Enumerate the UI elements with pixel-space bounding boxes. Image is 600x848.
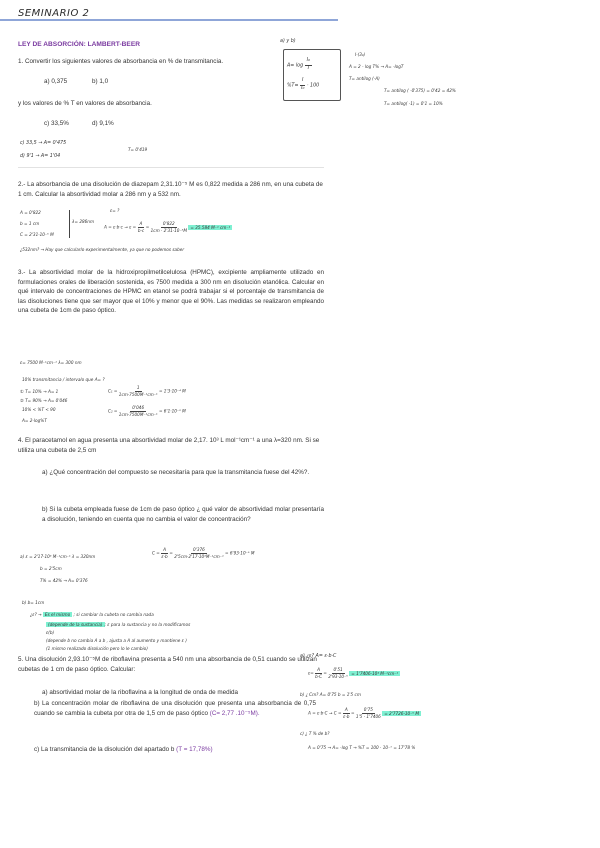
q5-part-c: c) La transmitancia de la disolución del apartado b (T = 17,78%) xyxy=(34,746,213,753)
q4-hw-2: b = 2'5cm xyxy=(40,566,62,571)
q2-lambda: λ= 286nm xyxy=(72,219,95,224)
q4-hw-7: ε(b) xyxy=(46,630,55,635)
q4-hw-6: (depende de la sustancia) ; ε para la sustancia y no la modificamos xyxy=(48,622,191,627)
q5-hw-c2: A = 0'75 → A= -log T → %T = 100 · 10⁻ᴬ = 17'78 % xyxy=(308,745,416,750)
formula-note-5: T= antilog( -1) = 0'1 = 10% xyxy=(384,101,443,106)
title-underline xyxy=(0,19,338,21)
q5-part-b: b) La concentración molar de riboflavina de una disolución que presenta una absorbancia de 0,75 cuando se cambia la cubeta por otra de 1,5 cm de paso óptico (C= 2,77 .10⁻⁵M). xyxy=(34,700,316,717)
q1-text2: y los valores de % T en valores de absorbancia. xyxy=(18,100,152,107)
q2-equation: A = ε·b·c → ε = $\frac{A}{b\cdot c}$ = $\frac{0'822}{\text{1cm · 2'31·10⁻⁵M}}$ = 35.584 M⁻¹ cm⁻¹ xyxy=(104,221,231,233)
q4-hw-3: T% = 42% → A= 0'376 xyxy=(40,578,88,583)
q4-highlight: Es el mismo xyxy=(44,612,71,617)
q3-c2: C₂ = $\frac{0'046}{\text{1cm·7500M⁻¹cm⁻¹}}$ = 6'1·10⁻⁶ M xyxy=(108,405,186,417)
q5-hw-c1: c) ¿ T % de b? xyxy=(300,731,330,736)
q5-hw-a2: ε= $\frac{A}{b\cdot C}$ = $\frac{0'51}{\text{2'93·10⁻⁵}}$ = 1'7406·10⁴ M⁻¹cm⁻¹ xyxy=(308,667,399,679)
q3-hw-1: ε= 7500 M⁻¹cm⁻¹ λ= 300 nm xyxy=(20,360,82,365)
q4-hw-4: b) b= 1cm xyxy=(22,600,45,605)
q4-part-a: a) ¿Qué concentración del compuesto se necesitaría para que la transmitancia fuese del 42%?. xyxy=(42,469,310,476)
q3-hw-5: 10% < %T < 90 xyxy=(22,407,56,412)
q4-hw-5: ¿ε? → Es el mismo ; si cambiar la cubeta no cambia nada xyxy=(30,612,154,617)
formula-box xyxy=(283,49,341,101)
q3-hw-6: A= 2-log%T xyxy=(22,418,47,423)
q3-text: 3.- La absortividad molar de la hidroxipropilmetilcelulosa (HPMC), excipiente ampliamente utilizado en formulaciones orales de liberación sostenida, es 7500 medida a 300 nm en disolución etanólica. Calcular en qué intervalo de concentraciones de HPMC en etanol se podrá trabajar si el porcentaje de transmitancia de las disoluciones tiene que ser mayor que el 10% y menor que el 90%. Las medidas se realizaron empleando una cubeta de 1cm de paso óptico. xyxy=(18,269,324,315)
q1-option-a: a) 0,375 xyxy=(44,78,68,85)
q1-hw-d: d) 9'1 → A= 1'04 xyxy=(20,154,61,159)
q2-text: 2.- La absorbancia de una disolución de diazepam 2,31.10⁻⁵ M es 0,822 medida a 286 nm, en una cubeta de 1 cm. Calcular la absortividad molar a 286 nm y a 532 nm. xyxy=(18,181,323,198)
q1-option-b: b) 1,0 xyxy=(92,78,109,85)
q1-option-d: d) 9,1% xyxy=(92,120,114,127)
formula-note-1: I·(3₀) xyxy=(355,52,366,57)
absorbance-formula: A= log $\frac{\text{I₀}}{I}$ xyxy=(287,58,311,71)
q5-result-b: = 2'7726·10⁻⁵ M xyxy=(384,710,420,716)
q4-hw-9: (1 mismo realizado disolución pero lo le cambio) xyxy=(46,646,148,651)
formula-note-3: T= antilog (-A) xyxy=(349,76,380,81)
q2-given-b: b = 1 cm xyxy=(20,221,40,226)
q2-epsilon-q: ε= ? xyxy=(110,208,120,213)
q5-text: 5. Una disolución 2,93.10⁻⁵M de riboflavina presenta a 540 nm una absorbancia de 0,51 cuando se utilizan cubetas de 1 cm de paso óptico. Calcular: xyxy=(18,656,317,673)
q3-hw-2: 10% transmitancia / intervalo que A= ? xyxy=(22,377,105,382)
q4-hw-1: a) ε = 2'17·10³ M⁻¹cm⁻¹ λ = 320nm xyxy=(20,554,96,559)
q1-option-c: c) 33,5% xyxy=(44,120,69,127)
q2-result: = 35.584 M⁻¹ cm⁻¹ xyxy=(190,224,231,230)
divider xyxy=(18,167,324,168)
q2-brace xyxy=(64,210,70,238)
q2-note: ¿532nm? → Hay que calcularlo experimentalmente, ya que no podemos saber xyxy=(20,247,185,252)
q3-hw-4: ② T= 90% → A= 0'046 xyxy=(20,398,68,403)
q4-equation: C = $\frac{A}{\varepsilon\cdot b}$ = $\frac{0'376}{\text{2'5cm·2'17·10³M⁻¹cm⁻¹}}$ = 6'93·10⁻⁵ M xyxy=(152,547,255,559)
q4-text: 4. El paracetamol en agua presenta una absortividad molar de 2,17. 10³ L mol⁻¹cm⁻¹ a una λ=320 nm. Si se utiliza una cubeta de 2,5 cm xyxy=(18,437,320,454)
q5-hw-a1: a) ¿ε? A= ε·b·C xyxy=(300,654,337,659)
q1-text: 1. Convertir los siguientes valores de absorbancia en % de transmitancia. xyxy=(18,58,224,65)
section-title: LEY DE ABSORCIÓN: LAMBERT-BEER xyxy=(18,41,140,48)
q4-part-b: b) Si la cubeta empleada fuese de 1cm de paso óptico ¿ qué valor de absortividad molar presentaría a disolución, teniendo en cuenta que no cambia el valor de concentración? xyxy=(42,506,324,523)
q3-hw-3: ① T= 10% → A= 1 xyxy=(20,389,59,394)
q5-part-b-answer: (C= 2,77 .10⁻⁵M). xyxy=(209,709,260,717)
formula-note-2: A = 2 - log T% → A= -logT xyxy=(349,64,404,69)
q1-hw-t: T= 0'419 xyxy=(128,147,148,152)
q5-result-a: = 1'7406·10⁴ M⁻¹cm⁻¹ xyxy=(351,670,399,676)
q5-hw-b1: b) ¿ Cm? A= 0'75 b = 1'5 cm xyxy=(300,692,361,697)
q1-hw-c: c) 33,5 → A= 0'475 xyxy=(20,141,67,146)
q5-part-a: a) absortividad molar de la riboflavina a la longitud de onda de medida xyxy=(42,689,239,696)
q5-hw-b2: A = ε·b·C → C = $\frac{A}{\varepsilon\cdot b}$ = $\frac{0'75}{1'5 \cdot 1'7406}$ = 2'7726·10⁻⁵ M xyxy=(308,707,420,719)
q5-part-c-answer: (T = 17,78%) xyxy=(176,746,213,753)
transmittance-formula: %T= $\frac{I}{\text{I₀}}$ · 100 xyxy=(287,78,320,91)
q3-c1: C₁ = $\frac{1}{\text{1cm·7500M⁻¹cm⁻¹}}$ = 1'3·10⁻⁴ M xyxy=(108,385,186,397)
q2-given-c: C = 2'31·10⁻⁵ M xyxy=(20,232,54,237)
q4-hw-8: (depende b no cambia A a b , ajusta a A al aumento y mantiene ε ) xyxy=(46,638,187,643)
q2-given-a: A = 0'822 xyxy=(20,210,41,215)
formula-label: a) y b) xyxy=(280,39,296,44)
seminar-title: SEMINARIO 2 xyxy=(18,8,90,19)
formula-note-4: T= antilog ( -0'375) = 0'42 = 42% xyxy=(384,88,456,93)
